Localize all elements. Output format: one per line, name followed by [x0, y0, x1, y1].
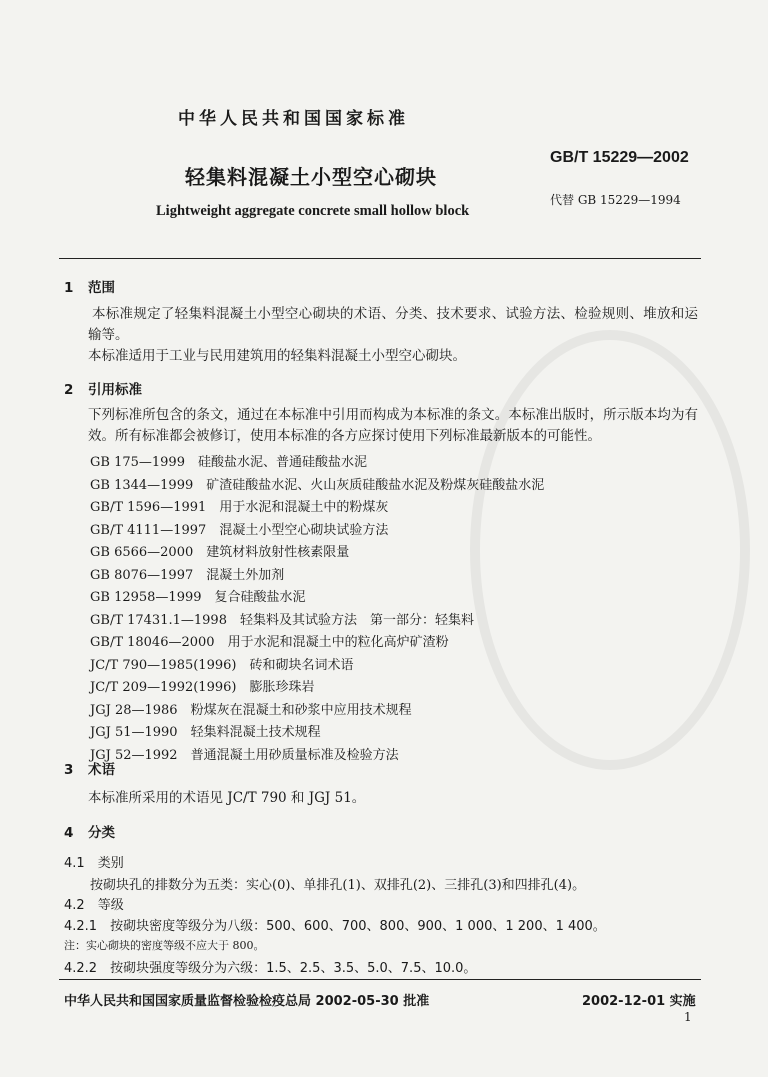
clause-number: 4.2.1	[64, 919, 98, 934]
reference-name: 硅酸盐水泥、普通硅酸盐水泥	[197, 455, 367, 470]
section-title: 引用标准	[88, 382, 142, 398]
footer-divider	[59, 979, 701, 980]
reference-name: 建筑材料放射性核素限量	[206, 545, 350, 560]
standard-title-en: Lightweight aggregate concrete small hollow block	[156, 203, 470, 219]
reference-name: 膨胀珍珠岩	[249, 680, 315, 695]
reference-name: 粉煤灰在混凝土和砂浆中应用技术规程	[190, 703, 412, 718]
section-3-paragraph: 本标准所采用的术语见 JC/T 790 和 JGJ 51。	[88, 790, 366, 806]
subsection-4-1-heading	[64, 852, 124, 871]
issuing-body-title: 中华人民共和国国家标准	[178, 109, 409, 129]
reference-item	[90, 631, 449, 650]
clause-4-2-1	[64, 915, 606, 934]
reference-item	[90, 496, 388, 515]
page-number: 1	[684, 1010, 692, 1024]
reference-item	[90, 744, 399, 763]
subsection-number: 4.2	[64, 898, 85, 913]
section-4-heading	[64, 821, 115, 841]
reference-item	[90, 451, 367, 470]
clause-text: 按砌块强度等级分为六级：1.5、2.5、3.5、5.0、7.5、10.0。	[110, 961, 477, 976]
section-1-paragraph-2: 本标准适用于工业与民用建筑用的轻集料混凝土小型空心砌块。	[88, 348, 466, 364]
reference-item	[90, 699, 412, 718]
reference-code: GB 175—1999	[90, 455, 185, 470]
reference-code: GB 6566—2000	[90, 545, 194, 560]
reference-code: JGJ 52—1992	[90, 748, 178, 763]
subsection-title: 等级	[97, 898, 124, 913]
reference-item	[90, 676, 315, 695]
reference-item	[90, 586, 306, 605]
reference-name: 轻集料及其试验方法 第一部分：轻集料	[239, 613, 474, 628]
reference-code: GB/T 18046—2000	[90, 635, 215, 650]
clause-4-2-2	[64, 957, 476, 976]
reference-item	[90, 519, 388, 538]
section-3-heading	[64, 758, 115, 778]
section-number: 1	[64, 280, 74, 296]
background-seal-watermark	[470, 330, 750, 770]
subsection-4-2-heading	[64, 894, 124, 913]
reference-item	[90, 541, 349, 560]
replaces-note: 代替 GB 15229—1994	[550, 193, 681, 207]
reference-name: 普通混凝土用砂质量标准及检验方法	[190, 748, 399, 763]
section-1-heading	[64, 276, 115, 296]
section-title: 分类	[88, 825, 115, 841]
reference-item	[90, 564, 284, 583]
subsection-4-1-text: 按砌块孔的排数分为五类：实心(0)、单排孔(1)、双排孔(2)、三排孔(3)和四排孔(4)。	[90, 878, 586, 893]
subsection-title: 类别	[97, 856, 124, 871]
reference-code: GB 1344—1999	[90, 478, 194, 493]
reference-name: 混凝土外加剂	[206, 568, 285, 583]
reference-name: 砖和砌块名词术语	[249, 658, 354, 673]
standard-title-zh: 轻集料混凝土小型空心砌块	[185, 165, 437, 189]
standard-number: GB/T 15229—2002	[550, 149, 689, 166]
reference-name: 混凝土小型空心砌块试验方法	[219, 523, 389, 538]
section-number: 4	[64, 825, 74, 841]
reference-item	[90, 609, 474, 628]
section-2-intro: 下列标准所包含的条文，通过在本标准中引用而构成为本标准的条文。本标准出版时，所示版本均为有效。所有标准都会被修订，使用本标准的各方应探讨使用下列标准最新版本的可能性。	[88, 407, 698, 444]
reference-name: 复合硅酸盐水泥	[214, 590, 306, 605]
section-1-paragraph-1: 本标准规定了轻集料混凝土小型空心砌块的术语、分类、技术要求、试验方法、检验规则、堆放和运输等。	[88, 306, 698, 343]
approval-line: 中华人民共和国国家质量监督检验检疫总局 2002-05-30 批准	[64, 994, 430, 1009]
implementation-date: 2002-12-01 实施	[582, 994, 696, 1009]
reference-code: JC/T 209—1992(1996)	[90, 680, 237, 695]
reference-code: GB/T 1596—1991	[90, 500, 207, 515]
subsection-number: 4.1	[64, 856, 85, 871]
reference-code: GB/T 4111—1997	[90, 523, 207, 538]
section-title: 术语	[88, 762, 115, 778]
reference-code: JGJ 28—1986	[90, 703, 178, 718]
section-title: 范围	[88, 280, 115, 296]
reference-name: 用于水泥和混凝土中的粒化高炉矿渣粉	[227, 635, 449, 650]
reference-code: GB 12958—1999	[90, 590, 202, 605]
clause-note: 注：实心砌块的密度等级不应大于 800。	[64, 939, 265, 952]
section-number: 2	[64, 382, 74, 398]
reference-name: 用于水泥和混凝土中的粉煤灰	[219, 500, 389, 515]
reference-code: GB/T 17431.1—1998	[90, 613, 227, 628]
reference-item	[90, 654, 354, 673]
reference-name: 矿渣硅酸盐水泥、火山灰质硅酸盐水泥及粉煤灰硅酸盐水泥	[206, 478, 545, 493]
section-2-heading	[64, 378, 142, 398]
reference-code: JGJ 51—1990	[90, 725, 178, 740]
reference-code: JC/T 790—1985(1996)	[90, 658, 237, 673]
reference-name: 轻集料混凝土技术规程	[190, 725, 321, 740]
header-divider	[59, 258, 701, 259]
reference-code: GB 8076—1997	[90, 568, 194, 583]
reference-item	[90, 721, 321, 740]
clause-text: 按砌块密度等级分为八级：500、600、700、800、900、1 000、1 200、1 400。	[110, 919, 606, 934]
section-number: 3	[64, 762, 74, 778]
clause-number: 4.2.2	[64, 961, 98, 976]
reference-item	[90, 474, 544, 493]
